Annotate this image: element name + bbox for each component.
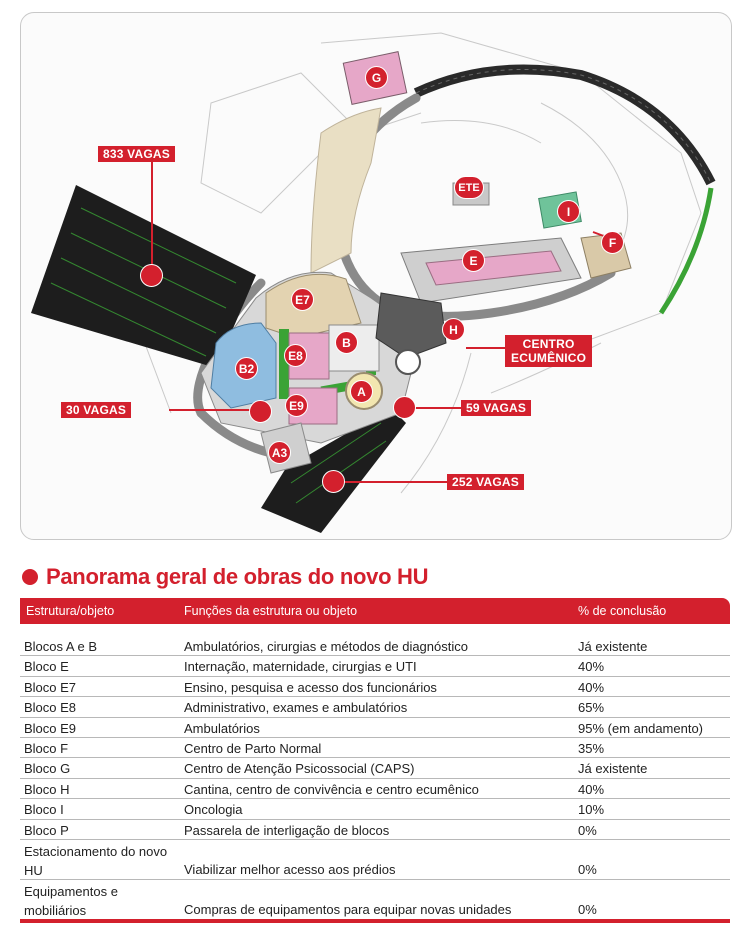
- cell-estrutura: Estacionamento do novo HU: [24, 843, 168, 878]
- cell-conclusao: 35%: [578, 740, 605, 756]
- obras-table: [20, 636, 730, 919]
- bottom-rule: [20, 919, 730, 923]
- cell-conclusao: 0%: [578, 901, 597, 917]
- cell-funcao: Oncologia: [184, 802, 243, 818]
- parking-833-dot: [140, 264, 163, 287]
- table-row: [20, 880, 730, 919]
- table-row: [20, 738, 730, 758]
- cell-funcao: Centro de Parto Normal: [184, 740, 322, 756]
- cell-funcao: Passarela de interligação de blocos: [184, 822, 390, 838]
- table-row: [20, 697, 730, 717]
- header-funcoes: Funções da estrutura ou objeto: [184, 604, 358, 618]
- table-header: [20, 598, 730, 624]
- cell-funcao: Ambulatórios: [184, 720, 260, 736]
- parking-252-dot: [322, 470, 345, 493]
- block-b2-marker: B2: [235, 357, 258, 380]
- cell-estrutura: Bloco F: [24, 740, 69, 756]
- block-b-marker: B: [335, 331, 358, 354]
- cell-conclusao: Já existente: [578, 761, 648, 777]
- cell-estrutura: Bloco E7: [24, 679, 77, 695]
- block-i-marker: I: [557, 200, 580, 223]
- block-g-marker: G: [365, 66, 388, 89]
- table-row: [20, 718, 730, 738]
- callout-centro-line1: CENTRO: [522, 337, 575, 351]
- cell-funcao: Internação, maternidade, cirurgias e UTI: [184, 659, 417, 675]
- cell-conclusao: 40%: [578, 659, 605, 675]
- table-row: [20, 677, 730, 697]
- block-a-marker: A: [350, 380, 373, 403]
- cell-conclusao: Já existente: [578, 639, 648, 654]
- block-a3-marker: A3: [268, 441, 291, 464]
- section-heading: [22, 562, 428, 592]
- callout-59-vagas: 59 VAGAS: [461, 400, 531, 416]
- cell-estrutura: Bloco P: [24, 822, 69, 838]
- callout-252-vagas: 252 VAGAS: [447, 474, 524, 490]
- block-e-marker: E: [462, 249, 485, 272]
- site-map: [20, 12, 732, 540]
- cell-estrutura: Bloco E8: [24, 700, 77, 716]
- cell-estrutura: Equipamentos e mobiliários: [24, 883, 118, 918]
- block-e7-marker: E7: [291, 288, 314, 311]
- cell-conclusao: 0%: [578, 822, 597, 838]
- cell-estrutura: Bloco E9: [24, 720, 77, 736]
- bullet-dot-icon: [22, 569, 38, 585]
- block-e9-marker: E9: [285, 394, 308, 417]
- cell-funcao: Viabilizar melhor acesso aos prédios: [184, 861, 396, 877]
- block-ete-marker: ETE: [454, 176, 484, 199]
- cell-funcao: Ensino, pesquisa e acesso dos funcionários: [184, 679, 437, 695]
- header-estrutura: Estrutura/objeto: [26, 604, 115, 618]
- header-conclusao: % de conclusão: [578, 604, 667, 618]
- cell-funcao: Cantina, centro de convivência e centro ecumênico: [184, 781, 479, 797]
- block-h-marker: H: [442, 318, 465, 341]
- cell-funcao: Centro de Atenção Psicossocial (CAPS): [184, 761, 415, 777]
- cell-estrutura: Bloco E: [24, 659, 69, 675]
- cell-estrutura: Bloco H: [24, 781, 70, 797]
- highway: [416, 69, 711, 183]
- table-row: [20, 656, 730, 676]
- table-row: [20, 799, 730, 819]
- callout-centro-ecumenico: [505, 335, 592, 367]
- map-drawing: [21, 13, 731, 539]
- parking-59-dot: [393, 396, 416, 419]
- parking-30-dot: [249, 400, 272, 423]
- block-e8-marker: E8: [284, 344, 307, 367]
- cell-funcao: Administrativo, exames e ambulatórios: [184, 700, 408, 716]
- cell-estrutura: Bloco G: [24, 761, 71, 777]
- cell-funcao: Compras de equipamentos para equipar novas unidades: [184, 901, 512, 917]
- cell-conclusao: 40%: [578, 679, 605, 695]
- table-row: [20, 636, 730, 656]
- table-row: [20, 779, 730, 799]
- cell-conclusao: 10%: [578, 802, 605, 818]
- table-row: [20, 840, 730, 880]
- section-title: Panorama geral de obras do novo HU: [46, 564, 429, 589]
- cell-conclusao: 40%: [578, 781, 605, 797]
- cell-estrutura: Blocos A e B: [24, 639, 97, 654]
- table-row: [20, 820, 730, 840]
- callout-30-vagas: 30 VAGAS: [61, 402, 131, 418]
- hillside: [311, 108, 381, 273]
- cell-conclusao: 65%: [578, 700, 605, 716]
- cell-funcao: Ambulatórios, cirurgias e métodos de diagnóstico: [184, 639, 468, 654]
- cell-estrutura: Bloco I: [24, 802, 64, 818]
- block-f-marker: F: [601, 231, 624, 254]
- cell-conclusao: 0%: [578, 861, 597, 877]
- callout-833-vagas: 833 VAGAS: [98, 146, 175, 162]
- table-row: [20, 758, 730, 778]
- cell-conclusao: 95% (em andamento): [578, 720, 704, 736]
- callout-centro-line2: ECUMÊNICO: [511, 351, 587, 365]
